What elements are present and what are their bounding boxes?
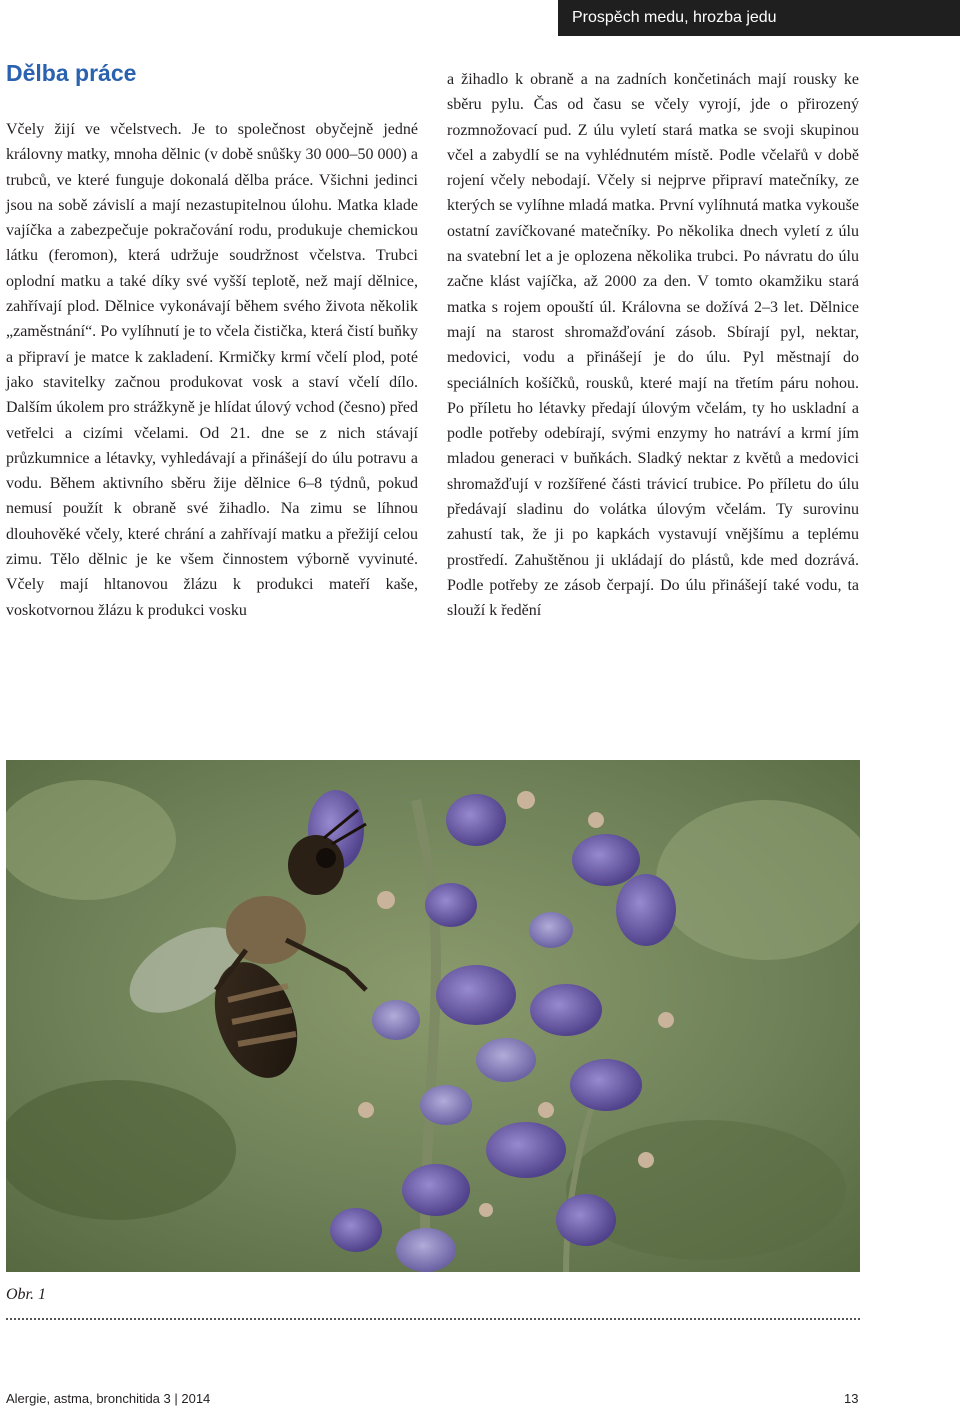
running-header-title: Prospěch medu, hrozba jedu [572, 9, 777, 26]
right-column-paragraph: a žihadlo k obraně a na zadních končetinách mají rousky ke sběru pylu. Čas od času se včely vyrojí, jde o přirozený rozmnožovací pud. Z úlu vyletí stará matka se svoji skupinou včel a zabydlí se na vyhlédnutém místě. Podle včelařů v době rojení včely nebodají. Včely si nejprve připraví matečníky, ze kterých se vylíhne mladá matka. První vylíhnutá matka vykouše ostatní zavíčkované matečníky. Po několika dnech vyletí z úlu na svatební let a je oplozena několika trubci. Po návratu do úlu začne klást vajíčka, až 2000 za den. V tomto okamžiku stará matka s rojem opouští úl. Královna se dožívá 2–3 let. Dělnice mají na starost shromažďování zásob. Sbírají pyl, nektar, medovici, vodu a přinášejí je do úlu. Pyl městnají do speciálních košíčků, rousků, které mají na třetím páru nohou. Po příletu ho létavky předají úlovým včelám, ty ho uskladní a podle potřeby odebírají, svými enzymy ho natráví a krmí jím mladou generaci v buňkách. Sladký nektar z květů a medovici shromažďují v rozšířené části trávicí trubice. Po příletu do úlu předávají sladinu do volátka úlovým včelám. Ty surovinu zahustí tak, že ji po kapkách vystavují vnějšímu a teplému prostředí. Zahuštěnou ji ukládají do plástů, kde med dozrává. Podle potřeby ze zásob čerpají. Do úlu přinášejí také vodu, ta slouží k ředění [447, 71, 859, 620]
footer-page-number: 13 [844, 1391, 859, 1406]
left-text-column [6, 117, 418, 623]
right-text-column [447, 67, 859, 624]
section-title: Dělba práce [6, 60, 137, 86]
footer-journal: Alergie, astma, bronchitida 3 | 2014 [6, 1391, 211, 1406]
running-header [558, 0, 960, 36]
bee-on-lavender-photo [6, 760, 860, 1272]
figure-caption: Obr. 1 [6, 1286, 47, 1303]
left-column-paragraph: Včely žijí ve včelstvech. Je to společnost obyčejně jedné královny matky, mnoha dělnic (v době snůšky 30 000–50 000) a trubců, ve které funguje dokonalá dělba práce. Všichni jedinci jsou na sobě závislí a mají nezastupitelnou úlohu. Matka klade vajíčka a zabezpečuje pokračování rodu, produkuje chemickou látku (feromon), která udržuje soudržnost včelstva. Trubci oplodní matku a také díky své vyšší teplotě, než mají dělnice, zahřívají plod. Dělnice vykonávají během svého života několik „zaměstnání“. Po vylíhnutí je to včela čistička, která čistí buňky a připraví je matce k zakladení. Krmičky krmí včelí plod, poté jako stavitelky začnou produkovat vosk a staví včelí dílo. Dalším úkolem pro strážkyně je hlídat úlový vchod (česno) před vetřelci a cizími včelami. Od 21. dne se z nich stávají průzkumnice a létavky, vyhledávají a přinášejí do úlu potravu a vodu. Během aktivního sběru žije dělnice 6–8 týdnů, pokud nemusí použít k obraně své žihadlo. Na zimu se líhnou dlouhověké včely, které chrání a zahřívají matku a přežijí celou zimu. Tělo dělnic je ke všem činnostem výborně vyvinuté. Včely mají hltanovou žlázu k produkci mateří kaše, voskotvornou žlázu k produkci vosku [6, 121, 418, 619]
dotted-divider [6, 1318, 860, 1320]
